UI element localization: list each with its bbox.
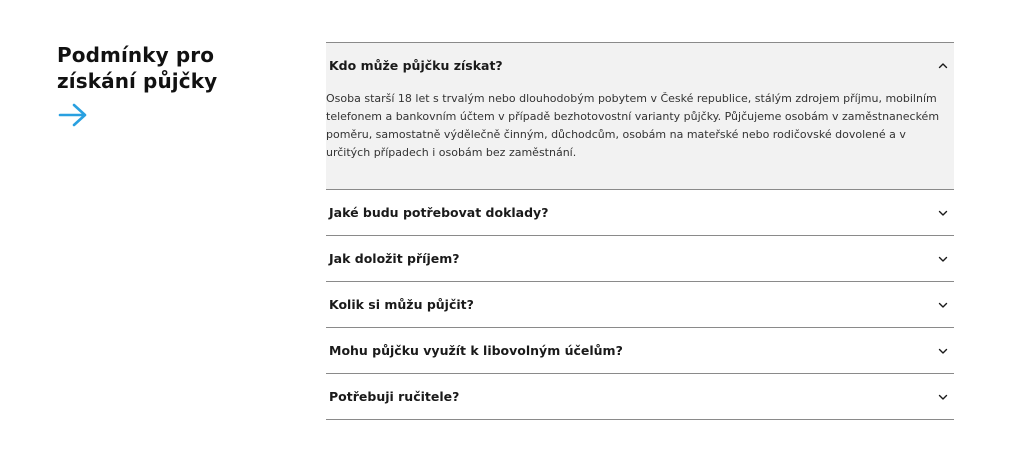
faq-answer: Osoba starší 18 let s trvalým nebo dlouhodobým pobytem v České republice, stálým zdrojem příjmu, mobilním telefonem a bankovním účtem v případě bezhotovostní varianty půjčky. Půjčujeme osobám v zaměstnaneckém poměru, samostatně výdělečně činným, důchodcům, osobám na mateřské nebo rodičovské dovolené a v určitých případech i osobám bez zaměstnání. bbox=[326, 92, 940, 159]
faq-question: Potřebuji ručitele? bbox=[329, 389, 460, 404]
faq-question: Jak doložit příjem? bbox=[329, 251, 460, 266]
faq-question-button[interactable] bbox=[326, 190, 954, 235]
faq-question-button[interactable] bbox=[326, 236, 954, 281]
chevron-down-icon bbox=[938, 346, 948, 356]
faq-question-button[interactable] bbox=[326, 374, 954, 419]
faq-question: Kolik si můžu půjčit? bbox=[329, 297, 474, 312]
chevron-down-icon bbox=[938, 392, 948, 402]
faq-question: Kdo může půjčku získat? bbox=[329, 58, 503, 73]
faq-accordion bbox=[326, 42, 954, 420]
faq-item bbox=[326, 373, 954, 420]
chevron-down-icon bbox=[938, 208, 948, 218]
arrow-right-icon bbox=[57, 102, 89, 128]
chevron-up-icon bbox=[938, 61, 948, 71]
faq-question-button[interactable] bbox=[326, 43, 954, 88]
section-intro bbox=[57, 42, 297, 128]
faq-item bbox=[326, 42, 954, 189]
faq-question: Mohu půjčku využít k libovolným účelům? bbox=[329, 343, 623, 358]
faq-question: Jaké budu potřebovat doklady? bbox=[329, 205, 549, 220]
faq-question-button[interactable] bbox=[326, 328, 954, 373]
faq-item bbox=[326, 281, 954, 327]
faq-item bbox=[326, 235, 954, 281]
faq-item bbox=[326, 327, 954, 373]
faq-item bbox=[326, 189, 954, 235]
section-title: Podmínky pro získání půjčky bbox=[57, 43, 218, 93]
chevron-down-icon bbox=[938, 254, 948, 264]
chevron-down-icon bbox=[938, 300, 948, 310]
faq-question-button[interactable] bbox=[326, 282, 954, 327]
